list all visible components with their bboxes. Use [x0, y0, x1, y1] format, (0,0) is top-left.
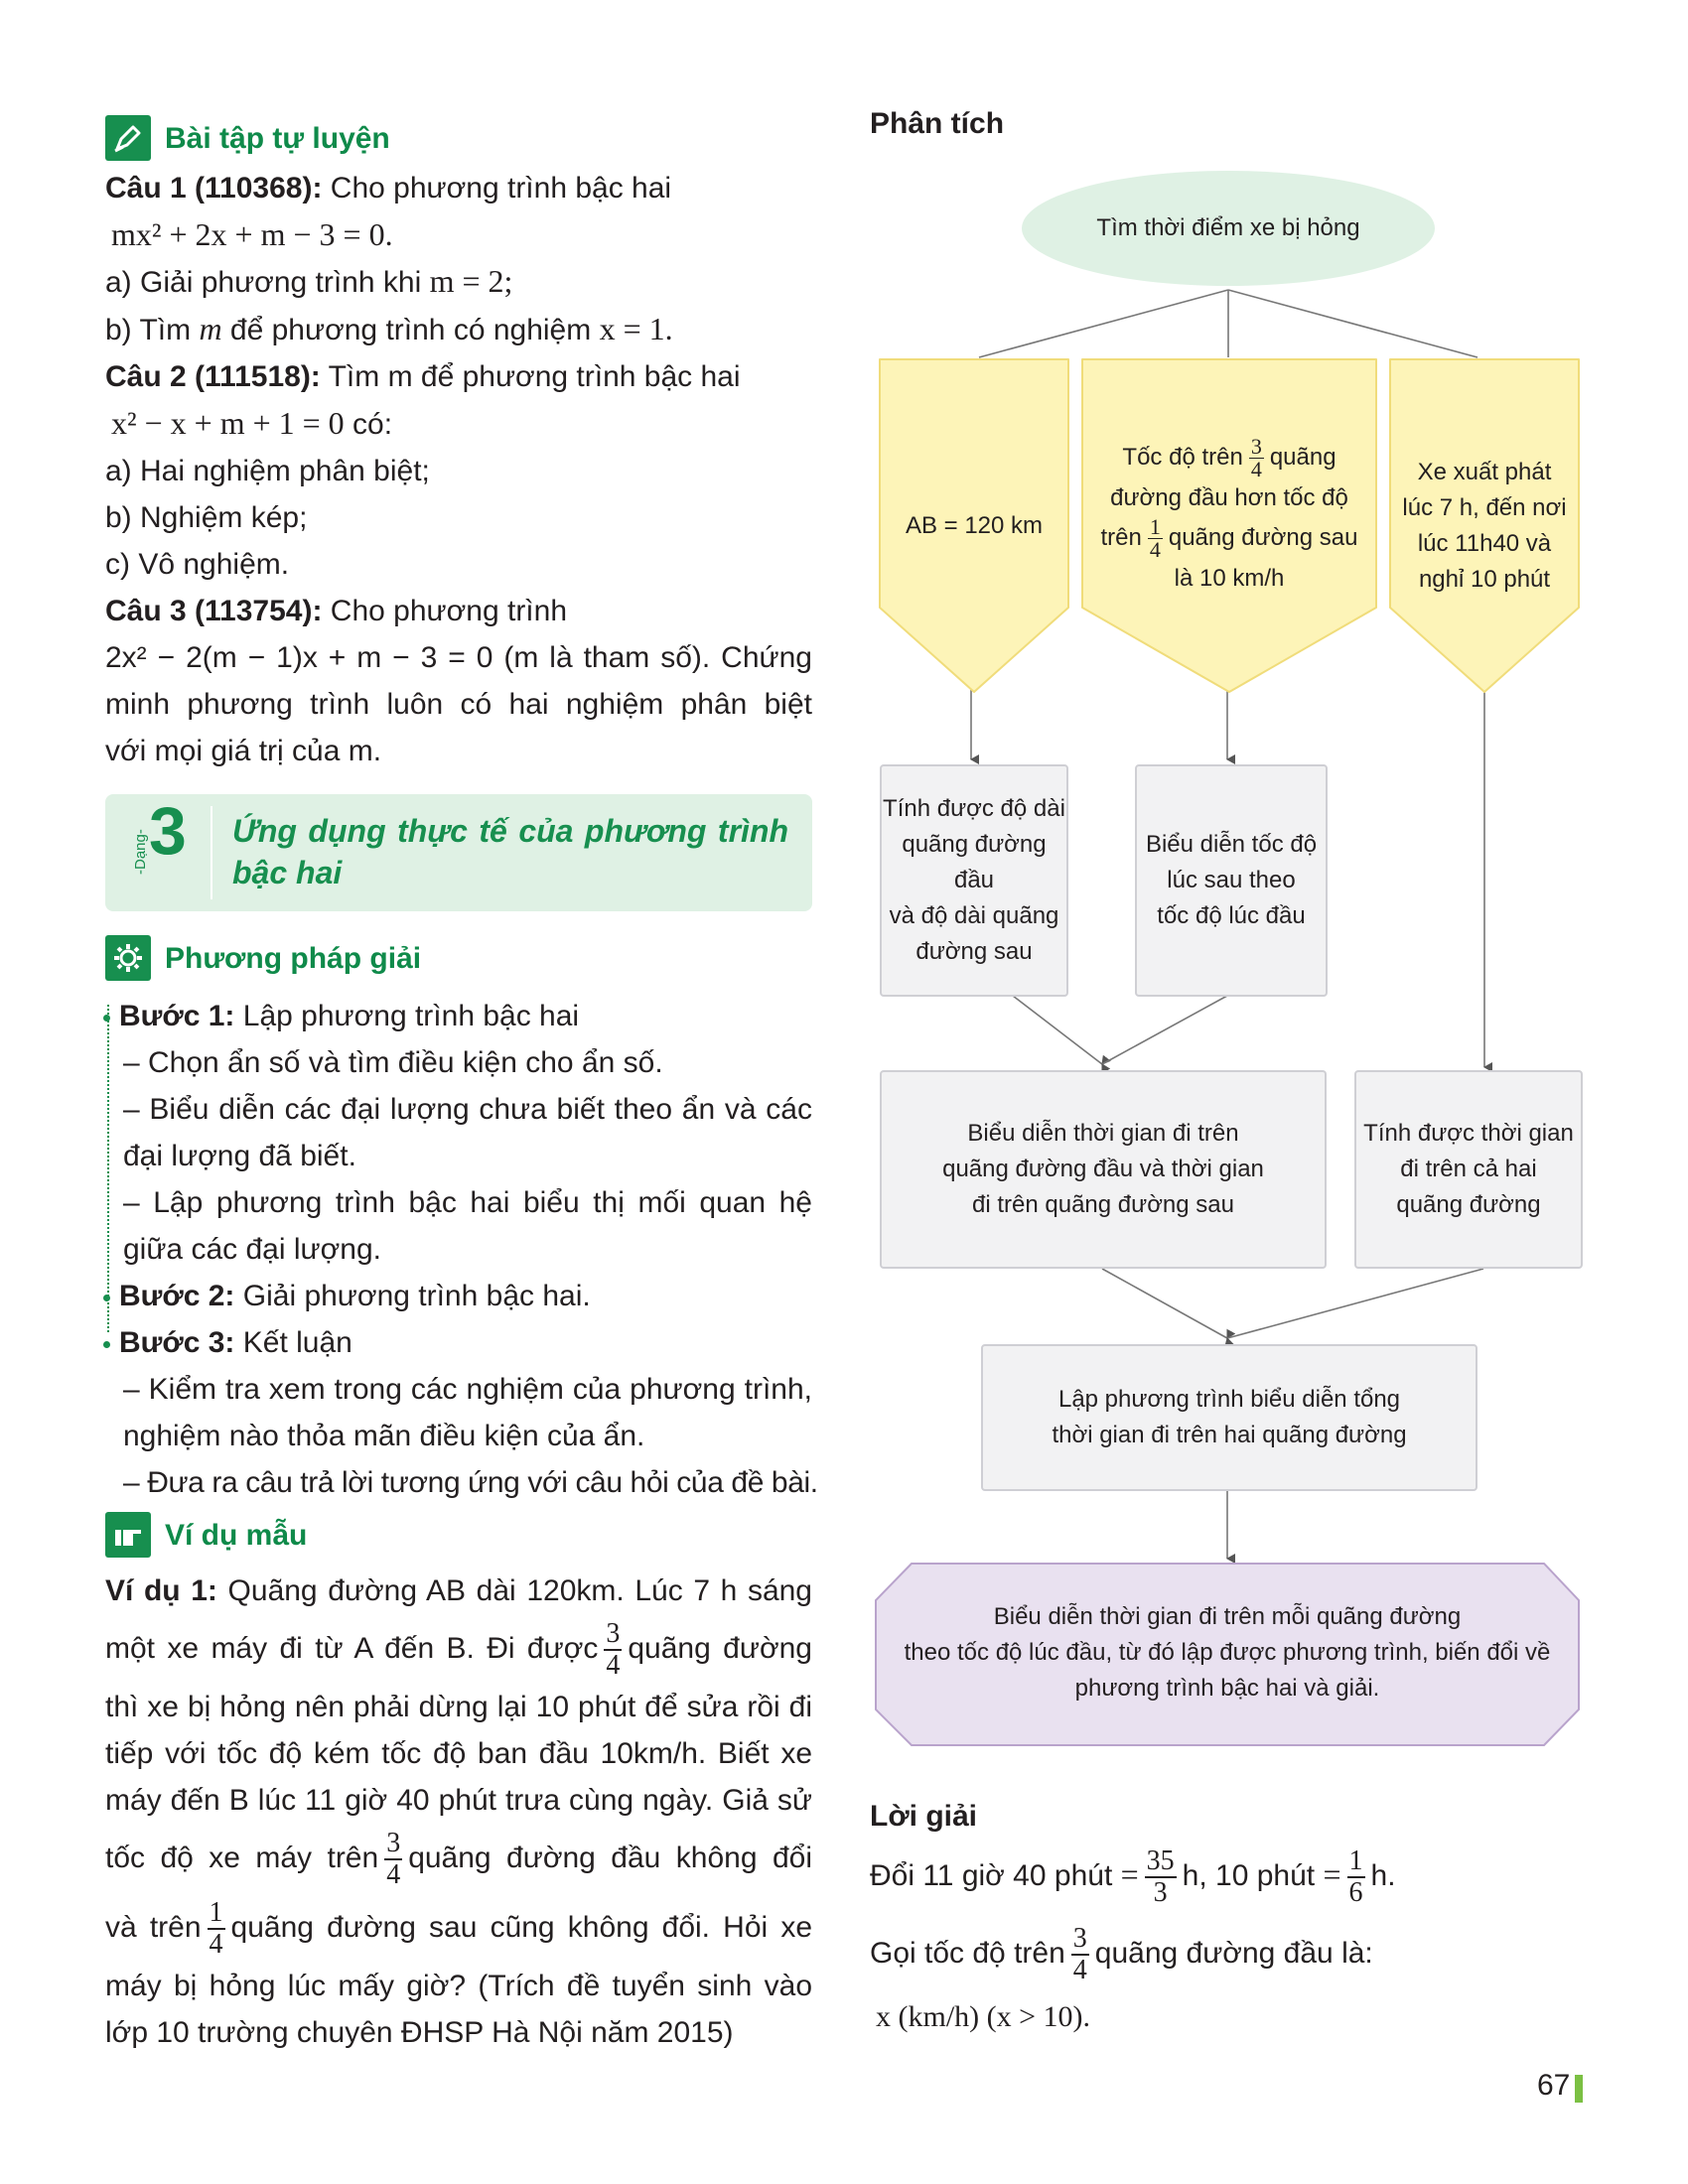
page-number: 67 [1537, 2069, 1571, 2102]
g2-l2: lúc sau theo [1167, 867, 1296, 893]
frac-num: 1 [1348, 1845, 1363, 1877]
page-marker [1575, 2075, 1583, 2103]
y3-l4: nghỉ 10 phút [1418, 566, 1551, 593]
q1-text: Cho phương trình bậc hai [322, 172, 672, 205]
q3-text: Cho phương trình [322, 595, 568, 627]
q3-line4: với mọi giá trị của m. [105, 735, 382, 767]
solution-line3: x (km/h) (x > 10). [876, 2000, 1091, 2033]
step2-label: Bước 2: [119, 1280, 235, 1312]
yellow-box-1-text [882, 486, 1066, 566]
g5-l1: Lập phương trình biểu diễn tổng [1057, 1386, 1401, 1413]
y2-b: quãng [1269, 443, 1336, 471]
q1-b-pre: b) Tìm [105, 314, 192, 346]
connector-arrow [1013, 996, 1102, 1064]
example-line5: máy đến B lúc 11 giờ 40 phút trưa cùng ngày. Giả sử [105, 1784, 812, 1817]
sol-l2b: quãng đường đầu là: [1094, 1937, 1373, 1970]
q2-b: b) Nghiệm kép; [105, 501, 308, 534]
sol-l1a: Đổi 11 giờ 40 phút [870, 1859, 1113, 1892]
connector-line [979, 290, 1228, 357]
frac-den: 4 [1250, 457, 1262, 481]
example-l7b: quãng đường sau cũng không đổi. Hỏi xe [230, 1911, 812, 1944]
q2-equation: x² − x + m + 1 = 0 [111, 405, 345, 441]
step1-text: Lập phương trình bậc hai [234, 1000, 580, 1032]
y2-d: trên [1100, 523, 1142, 551]
step1-detail3a: – Lập phương trình bậc hai biểu thị mối quan hệ [123, 1186, 812, 1219]
example-line9: lớp 10 trường chuyên ĐHSP Hà Nội năm 2015) [105, 2016, 734, 2049]
p-l3: phương trình bậc hai và giải. [1074, 1675, 1380, 1702]
y3-l1: Xe xuất phát [1417, 459, 1552, 485]
q1-a-text: a) Giải phương trình khi [105, 266, 422, 299]
step3-detail1a: – Kiểm tra xem trong các nghiệm của phương trình, [123, 1373, 812, 1406]
connector-line [1228, 290, 1477, 357]
yellow-box-3-text [1392, 452, 1577, 601]
fraction-35-3 [1145, 1846, 1177, 1908]
q2-text: Tìm m để phương trình bậc hai [320, 360, 741, 393]
example-label: Ví dụ 1: [105, 1574, 217, 1607]
q3-line2: 2x² − 2(m − 1)x + m − 3 = 0 (m là tham số). Chứng [105, 641, 812, 674]
q2-a: a) Hai nghiệm phân biệt; [105, 455, 430, 487]
y2-row1 [1122, 436, 1336, 480]
step1-label: Bước 1: [119, 1000, 235, 1032]
example-l1: Quãng đường AB dài 120km. Lúc 7 h sáng [216, 1574, 812, 1607]
grey-box-2 [1135, 764, 1328, 997]
step1-detail2b: đại lượng đã biết. [123, 1140, 356, 1172]
q1-b: b) Tìm m để phương trình có nghiệm x = 1. [105, 311, 673, 346]
frac-num: 1 [1149, 514, 1161, 539]
q1-equation: mx² + 2x + m − 3 = 0. [111, 216, 393, 252]
q2-eq-tail: có: [352, 408, 393, 441]
fraction-1-6 [1347, 1846, 1365, 1908]
y2-a: Tốc độ trên [1122, 443, 1243, 471]
solution-line2 [870, 1916, 1373, 1991]
connector-arrow [1102, 996, 1227, 1064]
frac-num: 3 [1072, 1923, 1087, 1955]
q1-b-mid: để phương trình có nghiệm [229, 314, 592, 346]
step3-label: Bước 3: [119, 1326, 235, 1359]
step3-detail1b: nghiệm nào thỏa mãn điều kiện của ẩn. [123, 1420, 645, 1452]
y2-row3 [1101, 516, 1358, 561]
frac-num: 3 [386, 1828, 401, 1859]
example-line8: máy bị hỏng lúc mấy giờ? (Trích đề tuyển sinh vào [105, 1970, 812, 2002]
step1-detail1: – Chọn ẩn số và tìm điều kiện cho ẩn số. [123, 1046, 663, 1079]
y3-l3: lúc 11h40 và [1417, 530, 1552, 557]
frac-den: 4 [606, 1650, 621, 1682]
frac-den: 6 [1348, 1877, 1363, 1909]
connector-arrow [1102, 1269, 1227, 1338]
step3-text: Kết luận [234, 1326, 352, 1359]
fraction-3-4 [1249, 436, 1264, 480]
sol-l1c: h. [1370, 1859, 1396, 1892]
sol-l2a: Gọi tốc độ trên [870, 1937, 1065, 1970]
step1-detail3b: giữa các đại lượng. [123, 1233, 381, 1266]
y1-text: AB = 120 km [905, 512, 1044, 539]
yellow-box-2-text [1084, 419, 1374, 614]
q2-label: Câu 2 (111518): [105, 360, 321, 393]
g3-l1: Biểu diễn thời gian đi trên [967, 1120, 1239, 1147]
purple-box-text [880, 1578, 1575, 1727]
y2-row2: đường đầu hơn tốc độ [1110, 484, 1348, 511]
frac-num: 3 [1250, 434, 1262, 459]
frac-den: 4 [1149, 537, 1161, 562]
q2-c: c) Vô nghiệm. [105, 548, 290, 581]
p-l1: Biểu diễn thời gian đi trên mỗi quãng đường [993, 1603, 1462, 1630]
g1-l3: và độ dài quãng [889, 902, 1059, 929]
method-title: Phương pháp giải [165, 941, 422, 975]
y2-row4: là 10 km/h [1174, 565, 1285, 592]
connector-arrow [1227, 1269, 1483, 1338]
g2-l3: tốc độ lúc đầu [1157, 902, 1306, 929]
example-line3: thì xe bị hỏng nên phải dừng lại 10 phút để sửa rồi đi [105, 1691, 812, 1723]
grey-box-1 [880, 764, 1068, 997]
dang-title: Ứng dụng thực tế của phương trình bậc hai [232, 813, 788, 890]
grey-box-3 [880, 1070, 1327, 1269]
step1-detail2a: – Biểu diễn các đại lượng chưa biết theo ẩn và các [123, 1093, 812, 1126]
frac-num: 35 [1146, 1845, 1175, 1877]
example-l6a: tốc độ xe máy trên [105, 1842, 379, 1874]
root-text: Tìm thời điểm xe bị hỏng [1096, 214, 1360, 241]
q1-a-eq: m = 2; [429, 263, 513, 299]
frac-den: 4 [209, 1929, 223, 1961]
q3-label: Câu 3 (113754): [105, 595, 323, 627]
q1-label: Câu 1 (110368): [105, 172, 323, 205]
example-l2a: một xe máy đi từ A đến B. Đi được [105, 1632, 599, 1665]
g3-l2: quãng đường đầu và thời gian [942, 1156, 1264, 1182]
dang-label: -Dạng- [132, 829, 149, 875]
g1-l2: quãng đường đầu [902, 831, 1047, 893]
example-title: Ví dụ mẫu [165, 1518, 308, 1552]
y3-l2: lúc 7 h, đến nơi [1402, 494, 1567, 521]
frac-den: 3 [1153, 1877, 1168, 1909]
g4-l3: quãng đường [1396, 1191, 1541, 1218]
grey-box-4 [1354, 1070, 1583, 1269]
frac-den: 4 [386, 1859, 401, 1891]
g1-l1: Tính được độ dài [883, 795, 1065, 822]
step3-detail2: – Đưa ra câu trả lời tương ứng với câu hỏi của đề bài. [123, 1466, 818, 1499]
g1-l4: đường sau [915, 938, 1033, 965]
g4-l2: đi trên cả hai [1400, 1156, 1537, 1182]
frac-num: 3 [606, 1618, 621, 1650]
exercises-title: Bài tập tự luyện [165, 121, 390, 155]
example-l6b: quãng đường đầu không đổi [408, 1842, 812, 1874]
q3-line3: minh phương trình luôn có hai nghiệm phân biệt [105, 688, 812, 721]
example-line4: tiếp với tốc độ kém tốc độ ban đầu 10km/h. Biết xe [105, 1737, 812, 1770]
g2-l1: Biểu diễn tốc độ [1145, 831, 1318, 858]
g4-l1: Tính được thời gian [1363, 1120, 1574, 1147]
q1-b-eq: x = 1. [599, 311, 673, 346]
fraction-3-4 [1071, 1924, 1089, 1985]
p-l2: theo tốc độ lúc đầu, từ đó lập được phương trình, biến đổi về [904, 1639, 1551, 1666]
step2-text: Giải phương trình bậc hai. [234, 1280, 591, 1312]
example-l7a: và trên [105, 1911, 202, 1944]
y2-e: quãng đường sau [1168, 523, 1358, 551]
g5-l2: thời gian đi trên hai quãng đường [1052, 1422, 1407, 1448]
g3-l3: đi trên quãng đường sau [972, 1191, 1234, 1218]
example-l2b: quãng đường [628, 1632, 812, 1665]
analysis-heading: Phân tích [870, 107, 1005, 140]
frac-den: 4 [1072, 1955, 1087, 1986]
sol-l1b: h, 10 phút [1182, 1859, 1316, 1892]
solution-line1: Đổi 11 giờ 40 phút = $\frac{35}{3}$ h, 10 phút = $\frac{1}{6}$ h. [870, 1845, 1396, 1909]
frac-num: 1 [209, 1897, 223, 1929]
grey-box-5 [981, 1344, 1477, 1491]
dang-number: 3 [149, 793, 187, 869]
solution-heading: Lời giải [870, 1800, 978, 1833]
fraction-1-4 [1148, 516, 1163, 561]
